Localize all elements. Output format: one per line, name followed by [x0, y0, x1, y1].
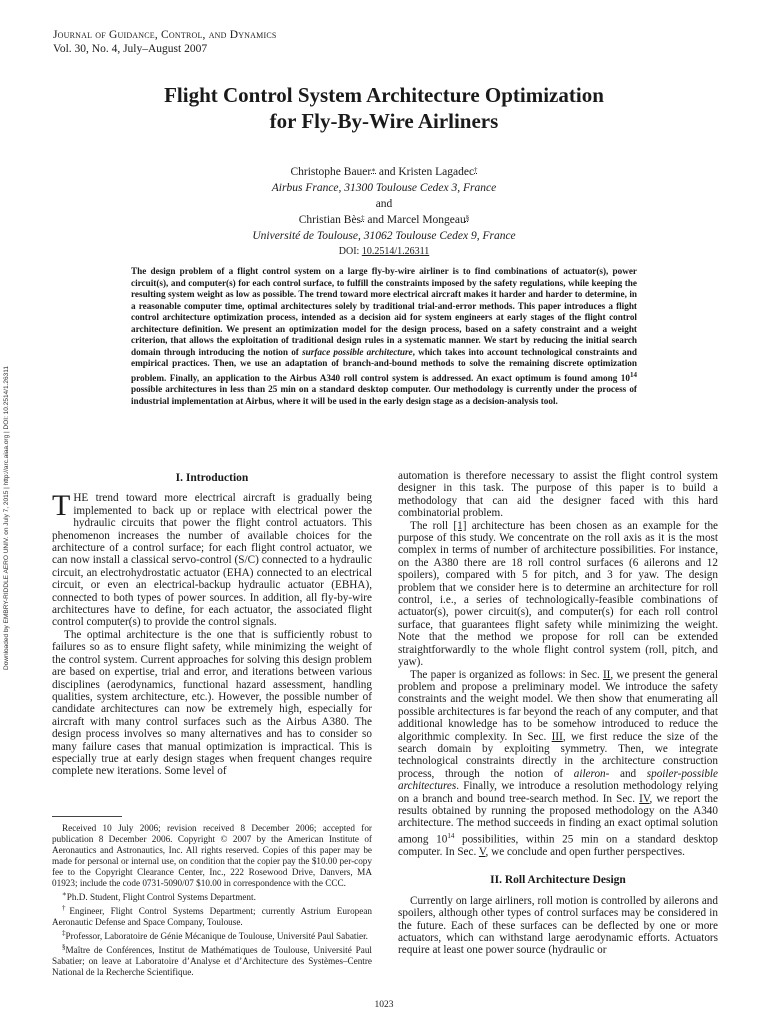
download-note-text: Downloaded by EMBRY-RIDDLE AERO UNIV. on July 7, 2015 | http://arc.aiaa.org | DOI: 10.2514/1.26311 — [3, 366, 10, 670]
abstract — [131, 266, 637, 407]
paper-title — [80, 82, 688, 134]
abstract-text-1: The design problem of a flight control system on a large fly-by-wire airliner is to find combinations of actuator(s), power circuit(s), and computer(s) for each control surface, to fulfill the constraints imposed by the safety regulations, while keeping the resulting system weight as low as possible. The trend toward more electrical aircraft makes it harder and harder to determine, in a reasonable computer time, optimal architectures solely by traditional trial-and-error methods. This paper introduces a flight control architecture optimization process, intended as a decision aid for system engineers at early stages of the flight control architecture definition. We present an optimization model for the design process, based on a safety constraint and a weight criterion, that allows the exploitation of traditional design rules in a systematic manner. We start by reducing the initial search domain through introducing the notion of — [131, 266, 637, 357]
affiliation-airbus: Airbus France, 31300 Toulouse Cedex 3, France — [271, 182, 497, 194]
drop-cap: T — [52, 489, 71, 523]
org-text-c: , we first reduce the size of the search domain by exploiting symmetry. Then, we integrate technological constraints directly in the architecture construction process, through the notion of — [398, 730, 718, 780]
author-mongeau: Marcel Mongeau — [386, 214, 466, 226]
footnote-3-mark: ‡ — [62, 928, 66, 937]
right-column — [398, 470, 718, 957]
org-italic-aileron: aileron- — [573, 767, 610, 780]
intro-paragraph-2: The optimal architecture is the one that is sufficiently robust to failures so as to ensure flight safety, while minimizing the weight of the control system. Current approaches for solving this design problem are based on expertise, trial and error, and iterations between various disciplines (aerodynamics, functional hazard assessment, handling qualities, system architecture, etc.). However, the possible number of candidate architectures can now be extremely high, especially for aircraft with many control surfaces such as the Airbus A380. The design process involves so many alternatives and has to consider so many failure cases that manual optimization is impractical. This is especially true at early design stages when frequent changes require complete new iterations. Some level of — [52, 628, 372, 778]
right-paragraph-organization — [398, 669, 718, 859]
footnote-link-3[interactable]: ‡ — [361, 214, 365, 222]
org-italic-spoiler: spoiler-possible architectures — [398, 767, 718, 793]
doi-label: DOI: — [338, 246, 362, 257]
footnote-1-text: Ph.D. Student, Flight Control Systems Department. — [66, 891, 256, 902]
footnote-3-text: Professor, Laboratoire de Génie Mécanique de Toulouse, Université Paul Sabatier. — [65, 930, 368, 941]
org-text-g: possibilities, within 25 min on a standard desktop computer. In Sec. — [398, 833, 718, 858]
affiliation-toulouse: Université de Toulouse, 31062 Toulouse Cedex 9, France — [252, 230, 516, 242]
page-number: 1023 — [374, 1000, 394, 1010]
footnote-2 — [52, 903, 372, 928]
footnote-4-mark: § — [62, 942, 66, 951]
abstract-exponent: 14 — [630, 370, 637, 379]
footnote-received: Received 10 July 2006; revision received 8 December 2006; accepted for publication 8 December 2006. Copyright © 2007 by the American Institute of Aeronautics and Astronautics, Inc. All rights reserved. Copies of this paper may be made for personal or internal use, on condition that the copier pay the $10.00 per-copy fee to the Copyright Clearance Center, Inc., 222 Rosewood Drive, Danvers, MA 01923; include the code 0731-5090/07 $10.00 in correspondence with the CCC. — [52, 822, 372, 888]
footnote-link-1[interactable]: ∗ — [371, 166, 377, 174]
footnote-link-2[interactable]: † — [474, 166, 478, 174]
author-lagadec: Kristen Lagadec — [398, 166, 475, 178]
left-column — [52, 470, 372, 978]
footnote-1 — [52, 889, 372, 903]
author-line-1 — [100, 164, 668, 180]
abstract-text-3: possible architectures in less than 25 min on a standard desktop computer. Our methodology is currently under the process of industrial implementation at Airbus, where it will be used in the early design stage as a decision-analysis tool. — [131, 384, 637, 406]
citation-link-1[interactable]: [1] — [453, 519, 467, 532]
journal-header — [53, 28, 277, 56]
section-link-iv[interactable]: IV — [639, 792, 650, 805]
footnote-3 — [52, 928, 372, 942]
author-and-1: and — [376, 166, 399, 178]
journal-volume: Vol. 30, No. 4, July–August 2007 — [53, 43, 208, 55]
org-text-e: . Finally, we introduce a resolution methodology relying on a branch and bound tree-search method. In Sec. — [398, 780, 718, 805]
journal-name: Journal of Guidance, Control, and Dynamics — [53, 29, 277, 41]
title-line-1: Flight Control System Architecture Optimization — [164, 83, 604, 107]
section-heading-introduction: I. Introduction — [175, 472, 249, 484]
org-text-f: , we report the results obtained by running the proposed methodology on the A340 architecture. The method succeeds in finding an exact optimal solution among 10 — [398, 792, 718, 846]
footnote-link-4[interactable]: § — [465, 214, 470, 222]
footnote-2-text: Engineer, Flight Control Systems Department; currently Astrium European Aeronautic Defense and Space Company, Toulouse. — [52, 905, 373, 927]
abstract-text-2: , which takes into account technological constraints and empirical practices. Then, we use an adaptation of branch-and-bound methods to solve the remaining discrete optimization problem. Finally, an application to the Airbus A340 roll control system is addressed. An exact optimum is found among 10 — [131, 346, 637, 383]
footnote-4-text: Maître de Conférences, Institut de Mathématiques de Toulouse, Université Paul Sabatier; on leave at Laboratoire d’Analyse et d’Architecture des Systèmes–Centre National de la Recherche Scientifique. — [52, 945, 372, 977]
section-link-iii[interactable]: III — [551, 730, 563, 743]
author-bauer: Christophe Bauer — [290, 166, 372, 178]
author-block — [100, 164, 668, 244]
section-link-v[interactable]: V — [478, 845, 486, 858]
author-and-separator: and — [375, 198, 393, 210]
author-bes: Christian Bès — [298, 214, 362, 226]
footnote-rule — [52, 816, 122, 817]
section-link-ii[interactable]: II — [602, 668, 611, 681]
doi-link[interactable]: 10.2514/1.26311 — [361, 246, 430, 257]
doi-line — [100, 246, 668, 257]
org-text-h: , we conclude and open further perspectives. — [485, 845, 685, 858]
section-heading-roll-architecture: II. Roll Architecture Design — [490, 874, 626, 887]
intro-paragraph-1 — [52, 489, 372, 629]
right-paragraph-roll — [398, 520, 718, 669]
right-paragraph-roll-design: Currently on large airliners, roll motion is controlled by ailerons and spoilers, although other types of control surfaces may be considered in the future. Each of these surfaces can be deflected by one or more actuators, which can withstand large aerodynamic efforts. Actuators require at least one power source (hydraulic or — [398, 894, 718, 957]
org-text-b: , we present the general problem and propose a preliminary model. We introduce the safety constraints and the weight model. We then show that enumerating all possible architectures is far beyond the reach of any computer, and that additional knowledge has to be somehow introduced to reduce the algorithmic complexity. In Sec. — [398, 668, 718, 743]
author-line-2 — [100, 212, 668, 228]
footnote-4 — [52, 942, 372, 978]
title-line-2: for Fly-By-Wire Airliners — [269, 109, 499, 133]
roll-text-a: The roll — [410, 519, 454, 532]
org-text-a: The paper is organized as follows: in Sec. — [410, 668, 603, 681]
right-paragraph-continued: automation is therefore necessary to assist the flight control system designer in this task. The purpose of this paper is to build a methodology that can aid the designer faced with this hard combinatorial problem. — [398, 470, 718, 520]
author-and-2: and — [364, 214, 387, 226]
intro-paragraph-1-text: HE trend toward more electrical aircraft is gradually being implemented to back up or replace with electrical power the hydraulic circuits that power the flight control actuators. This phenomenon increases the number of available choices for the architecture of a control surface; for each flight control actuator, we can now install a classical servo-control (S/C) connected to a hydraulic circuit, an electrohydrostatic actuator (EHA) connected to an electrical circuit, or even an electrical-backup hydraulic actuator (EBHA), connected to both types of power sources. In addition, all fly-by-wire architectures have to define, for each actuator, the associated flight control computer(s) to provide the control signals. — [52, 492, 372, 629]
abstract-italic: surface possible architecture — [302, 346, 413, 357]
footnote-2-mark: † — [62, 903, 70, 912]
org-exponent: 14 — [447, 831, 455, 840]
roll-text-b: architecture has been chosen as an example for the purpose of this study. We concentrate on the roll axis as it is the most complex in terms of number of architecture possibilities. For instance, on the A380 there are 18 roll control surfaces (6 ailerons and 12 spoilers), compared with 5 for pitch, and 3 for yaw. The design problem that we consider here is to determine an architecture for roll control, i.e., a series of technologically-feasible combinations of actuator(s), power circuit(s), and computer(s) for each roll control surface, that guarantees flight safety while minimizing the weight. Note that the method we propose for roll can be extended straightforwardly to the whole flight control system (roll, pitch, and yaw). — [398, 519, 719, 669]
download-note — [3, 366, 15, 682]
org-text-d: and — [609, 767, 647, 780]
footnote-1-mark: ∗ — [62, 889, 67, 898]
footnotes — [52, 823, 372, 978]
